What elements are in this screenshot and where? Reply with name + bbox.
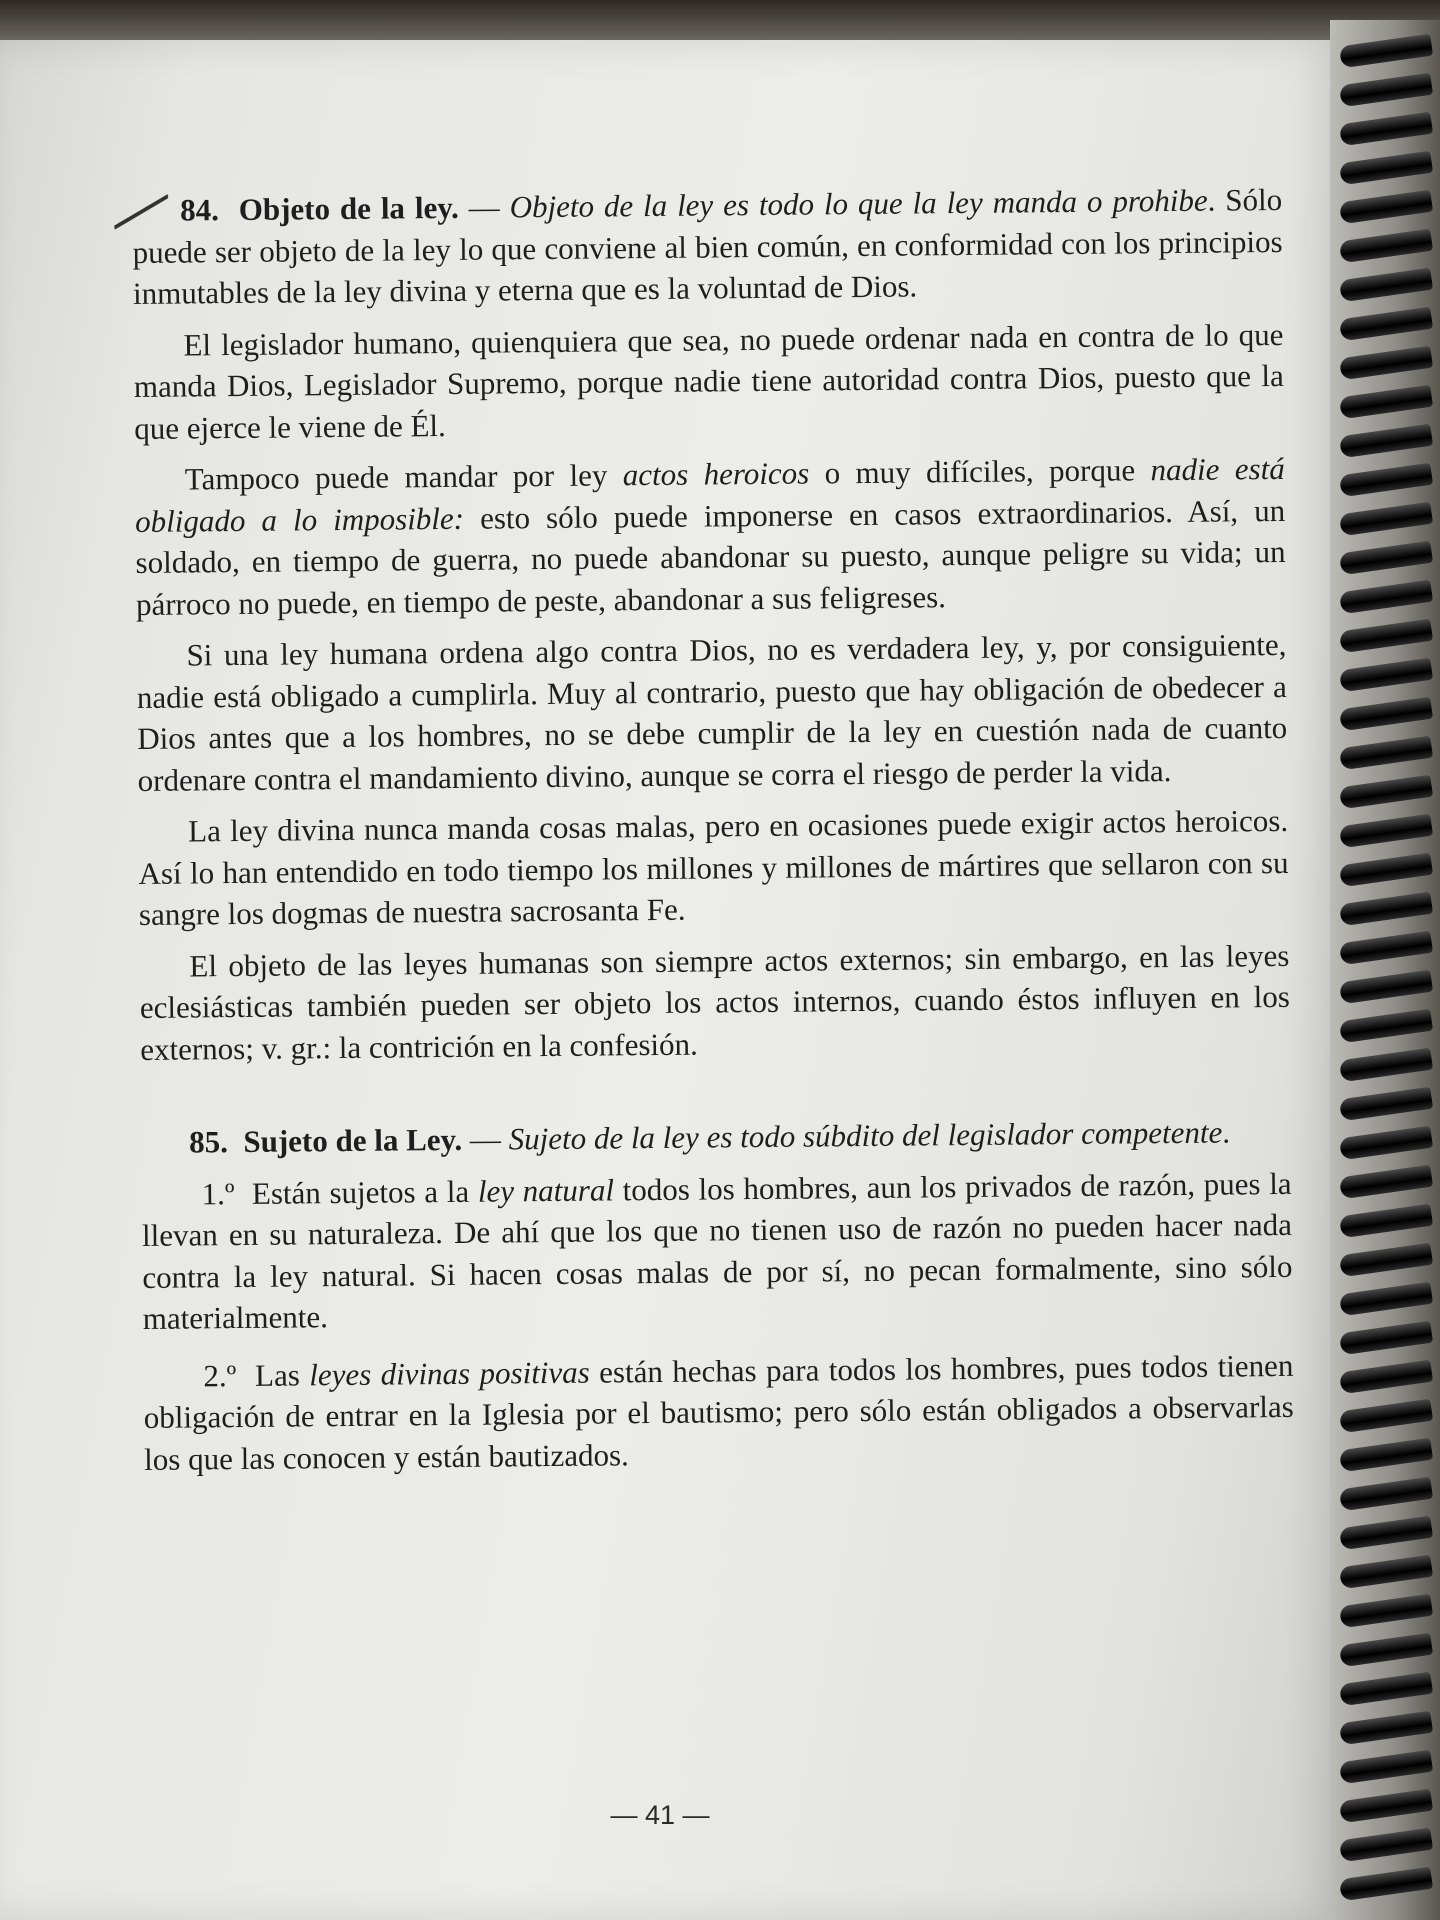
spiral-coil-icon bbox=[1339, 307, 1433, 342]
spiral-coil-icon bbox=[1339, 1750, 1433, 1785]
page-text bbox=[132, 179, 1294, 1496]
spiral-coil-icon bbox=[1339, 1009, 1433, 1044]
section-85-dash: — bbox=[461, 1121, 509, 1157]
spiral-coil-icon bbox=[1339, 1243, 1433, 1278]
italic-run: ley natural bbox=[477, 1171, 615, 1209]
spiral-coil-icon bbox=[1339, 619, 1433, 654]
spiral-coil-icon bbox=[1339, 970, 1433, 1005]
italic-run: actos heroicos bbox=[622, 455, 810, 493]
text-run: todos los hombres, aun los privados de razón, pues la llevan en su naturaleza. De ahí que los que no tienen uso de razón no pueden hacer nada contra la ley natural. Si hacen cosas malas de por sí, no pecan formalmente, sino sólo materialmente. bbox=[141, 1165, 1293, 1336]
text-run: o muy difíciles, porque bbox=[809, 452, 1151, 491]
spiral-binding bbox=[1330, 20, 1440, 1920]
spiral-coil-icon bbox=[1339, 1477, 1433, 1512]
paragraph: El legislador humano, quienquiera que sea, no puede ordenar nada en contra de lo que manda Dios, Legislador Supremo, porque nadie tiene autoridad contra Dios, puesto que la que ejerce le viene de Él. bbox=[133, 316, 1285, 446]
text-run: Las bbox=[254, 1356, 310, 1393]
spiral-coil-icon bbox=[1339, 1165, 1433, 1200]
text-run: esto sólo puede imponerse en casos extraordinarios. Así, un soldado, en tiempo de guerra, no puede abandonar su puesto, aunque peligre su vida; un párroco no puede, en tiempo de peste, abandonar a sus feligreses. bbox=[135, 492, 1286, 622]
spiral-coil-icon bbox=[1339, 1633, 1433, 1668]
spiral-coil-icon bbox=[1339, 346, 1433, 381]
spiral-coil-icon bbox=[1339, 463, 1433, 498]
spiral-coil-icon bbox=[1339, 424, 1433, 459]
spiral-coil-icon bbox=[1339, 853, 1433, 888]
spiral-coil-icon bbox=[1339, 1867, 1433, 1902]
section-84-intro bbox=[132, 179, 1283, 315]
spiral-coil-icon bbox=[1339, 229, 1433, 264]
text-run: Tampoco puede mandar por ley bbox=[184, 457, 623, 497]
spiral-coil-icon bbox=[1339, 1126, 1433, 1161]
spiral-coil-icon bbox=[1339, 34, 1433, 69]
spiral-coil-icon bbox=[1339, 814, 1433, 849]
section-84-number: 84. bbox=[180, 192, 220, 228]
spiral-coil-icon bbox=[1339, 1360, 1433, 1395]
text-run: están hechas para todos los hombres, pues todos tienen obligación de entrar en la Iglesia por el bautismo; pero sólo están obligados a observarlas los que las conocen y están bautizados. bbox=[143, 1347, 1294, 1477]
background-edge bbox=[0, 0, 1440, 40]
section-85-intro bbox=[141, 1111, 1291, 1164]
section-85-number: 85. bbox=[188, 1124, 229, 1160]
book-page bbox=[0, 40, 1340, 1920]
spiral-coil-icon bbox=[1339, 1672, 1433, 1707]
spiral-coil-icon bbox=[1339, 112, 1433, 147]
spiral-coil-icon bbox=[1339, 1321, 1433, 1356]
spiral-coil-icon bbox=[1339, 892, 1433, 927]
text-run: . bbox=[1222, 1114, 1231, 1150]
paragraph: El objeto de las leyes humanas son siempre actos externos; sin embargo, en las leyes eclesiásticas también pueden ser objeto los actos internos, cuando éstos influyen en los externos; v. gr.: la contrición en la confesión. bbox=[139, 937, 1290, 1067]
item-number: 1.º bbox=[201, 1175, 235, 1211]
spiral-coil-icon bbox=[1339, 658, 1433, 693]
italic-run: nadie está obligado a lo imposible: bbox=[135, 450, 1285, 539]
section-85-title: Sujeto de la Ley. bbox=[243, 1121, 463, 1159]
spiral-coil-icon bbox=[1339, 736, 1433, 771]
item-number: 2.º bbox=[203, 1357, 237, 1393]
spiral-coil-icon bbox=[1339, 1516, 1433, 1551]
italic-run: leyes divinas positivas bbox=[309, 1354, 590, 1392]
spiral-coil-icon bbox=[1339, 1555, 1433, 1590]
spiral-coil-icon bbox=[1339, 268, 1433, 303]
section-84-dash: — bbox=[458, 189, 510, 225]
section-84-definition: Objeto de la ley es todo lo que la ley manda o prohibe bbox=[509, 182, 1208, 225]
spiral-coil-icon bbox=[1339, 1048, 1433, 1083]
spiral-coil-icon bbox=[1339, 1594, 1433, 1629]
section-84-intro-text: . Sólo puede ser objeto de la ley lo que conviene al bien común, en conformidad con los principios inmutables de la ley divina y eterna que es la voluntad de Dios. bbox=[132, 181, 1283, 311]
spiral-coil-icon bbox=[1339, 151, 1433, 186]
text-run: Están sujetos a la bbox=[251, 1173, 479, 1211]
section-85-definition: Sujeto de la ley es todo súbdito del legislador competente bbox=[508, 1114, 1223, 1157]
numbered-item-2 bbox=[143, 1344, 1294, 1480]
spiral-coil-icon bbox=[1339, 775, 1433, 810]
spiral-coil-icon bbox=[1339, 1204, 1433, 1239]
spiral-coil-icon bbox=[1339, 1828, 1433, 1863]
page-number: — 41 — bbox=[610, 1800, 710, 1830]
spiral-coil-icon bbox=[1339, 580, 1433, 615]
spiral-coil-icon bbox=[1339, 931, 1433, 966]
paragraph: La ley divina nunca manda cosas malas, pero en ocasiones puede exigir actos heroicos. Así lo han entendido en todo tiempo los millones y millones de mártires que sellaron con su sangre los dogmas de nuestra sacrosanta Fe. bbox=[138, 802, 1289, 932]
spiral-coil-icon bbox=[1339, 541, 1433, 576]
spiral-coil-icon bbox=[1339, 1282, 1433, 1317]
spiral-coil-icon bbox=[1339, 73, 1433, 108]
numbered-item-1 bbox=[141, 1162, 1293, 1339]
spiral-coil-icon bbox=[1339, 1399, 1433, 1434]
paragraph: Si una ley humana ordena algo contra Dios, no es verdadera ley, y, por consiguiente, nadie está obligado a cumplirla. Muy al contrario, puesto que hay obligación de obedecer a Dios antes que a los hombres, no se debe cumplir de la ley en cuestión nada de cuanto ordenare contra el mandamiento divino, aunque se corra el riesgo de perder la vida. bbox=[136, 626, 1288, 798]
paragraph bbox=[135, 448, 1287, 625]
spiral-coil-icon bbox=[1339, 1438, 1433, 1473]
spiral-coil-icon bbox=[1339, 385, 1433, 420]
spiral-coil-icon bbox=[1339, 1087, 1433, 1122]
section-84-title: Objeto de la ley. bbox=[238, 189, 459, 227]
spiral-coil-icon bbox=[1339, 502, 1433, 537]
spiral-coil-icon bbox=[1339, 190, 1433, 225]
spiral-coil-icon bbox=[1339, 1711, 1433, 1746]
spiral-coil-icon bbox=[1339, 697, 1433, 732]
